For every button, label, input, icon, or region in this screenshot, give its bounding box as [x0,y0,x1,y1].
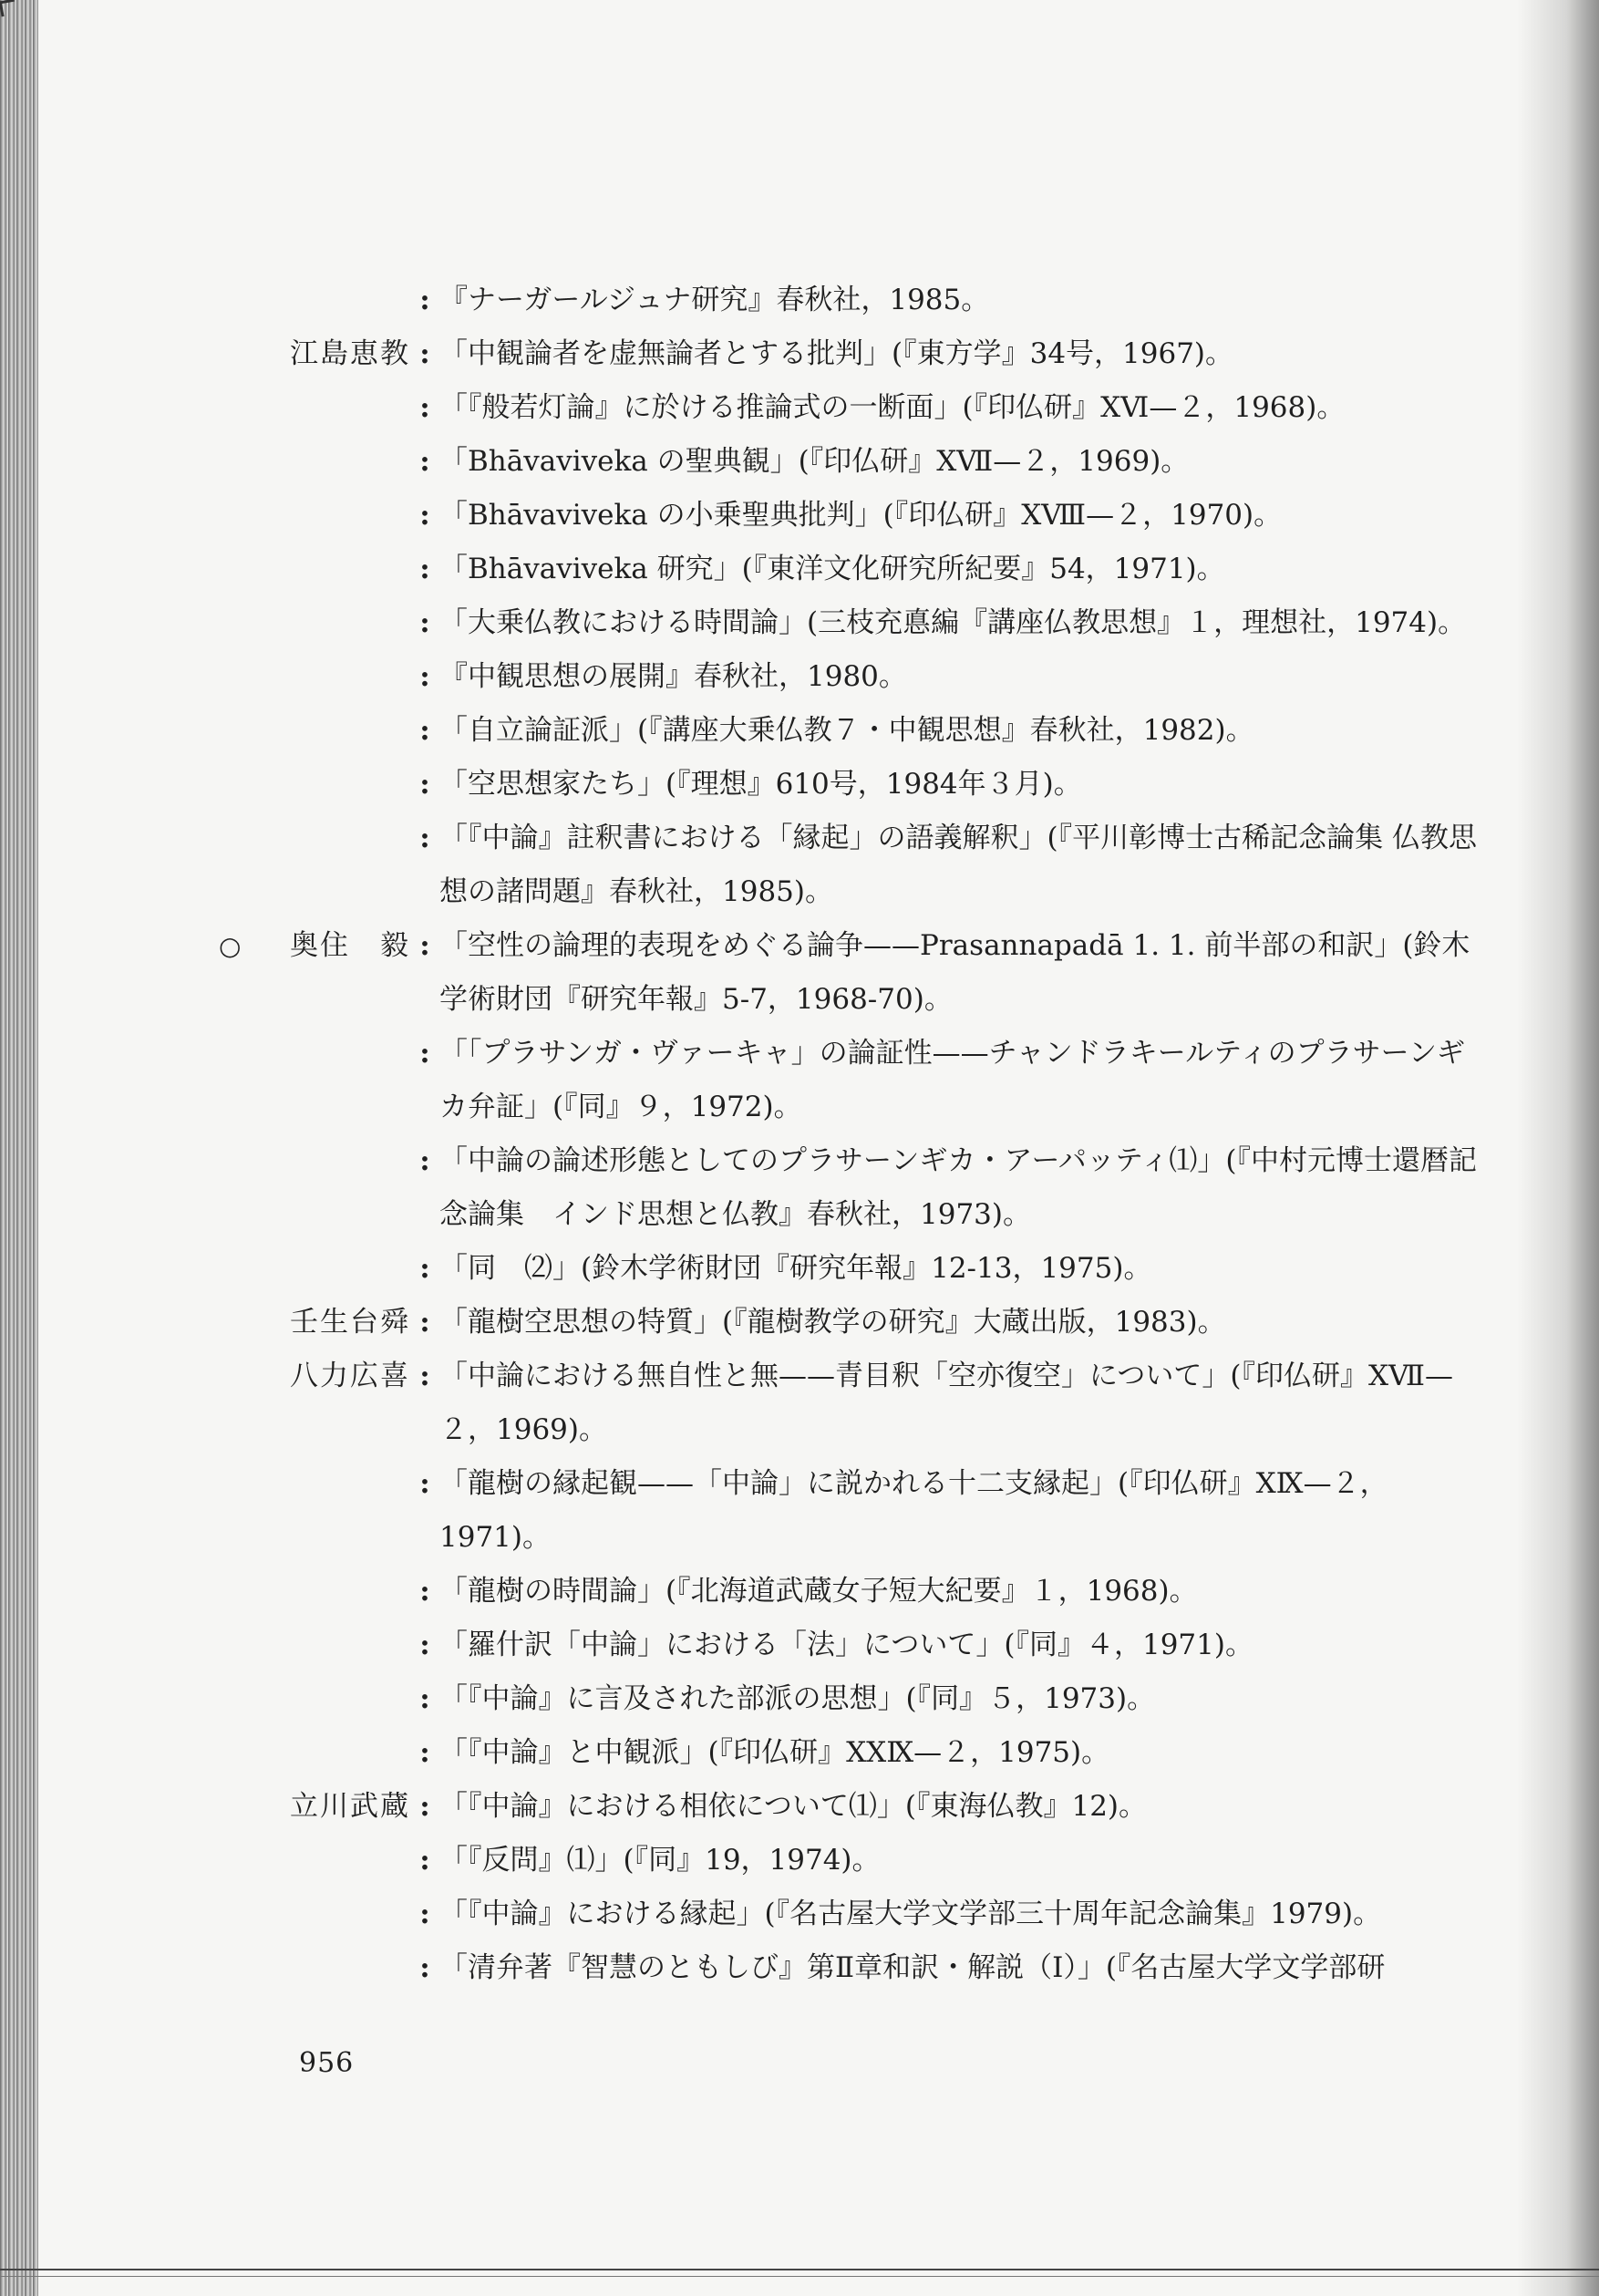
citation-text: 「中観論者を虚無論者とする批判」(『東方学』34号，1967)。 [439,337,1234,370]
entry-separator: : [419,1575,430,1608]
bibliography-entry [173,1887,1486,1941]
bibliography-entry [173,1726,1486,1780]
scan-bottom-rule [0,2269,1599,2277]
bibliography-entry [173,274,1486,327]
entry-separator: : [419,553,430,585]
entry-separator: : [419,1144,430,1177]
entry-separator: : [419,1252,430,1285]
entry-separator: : [419,391,430,424]
citation-text: 「空思想家たち」(『理想』610号，1984年３月)。 [439,768,1082,801]
author-name: 壬生台舜 [290,1306,410,1339]
citation-text: 「空性の論理的表現をめぐる論争——Prasannapadā 1. 1. 前半部の和訳」(鈴木学術財団『研究年報』5-7，1968-70)。 [439,929,1470,1016]
bibliography-entry [173,704,1486,758]
bibliography-entry [173,1565,1486,1619]
citation-text: 『ナーガールジュナ研究』春秋社，1985。 [439,284,990,316]
bibliography-entry [173,758,1486,812]
entry-separator: : [419,714,430,747]
bibliography-list [173,274,1486,1995]
citation-text: 「同 ⑵」(鈴木学術財団『研究年報』12-13，1975)。 [439,1252,1152,1285]
bibliography-entry [173,812,1486,919]
entry-separator: : [419,499,430,532]
citation-text: 「Bhāvaviveka 研究」(『東洋文化研究所紀要』54，1971)。 [439,553,1225,585]
citation-text: 「自立論証派」(『講座大乗仏教７・中観思想』春秋社，1982)。 [439,714,1254,747]
bibliography-entry [173,1134,1486,1242]
citation-text: 「大乗仏教における時間論」(三枝充悳編『講座仏教思想』１，理想社，1974)。 [439,606,1467,639]
citation-text: 「『中論』註釈書における「縁起」の語義解釈」(『平川彰博士古稀記念論集 仏教思想の諸問題』春秋社，1985)。 [439,822,1477,908]
bibliography-entry [173,1619,1486,1672]
author-name: 江島恵教 [290,337,410,370]
entry-separator: : [419,1736,430,1769]
bibliography-entry [173,1672,1486,1726]
entry-separator: : [419,929,430,962]
author-name: 立川武蔵 [290,1790,410,1823]
citation-text: 「『中論』における相依について⑴」(『東海仏教』12)。 [439,1790,1148,1823]
bibliography-entry [173,435,1486,489]
citation-text: 「中論における無自性と無——青目釈「空亦復空」について」(『印仏研』ⅩⅦ—２，1969)。 [439,1360,1454,1446]
bibliography-entry [173,1834,1486,1887]
citation-text: 「羅什訳「中論」における「法」について」(『同』４，1971)。 [439,1629,1253,1661]
citation-text: 「『中論』における縁起」(『名古屋大学文学部三十周年記念論集』1979)。 [439,1898,1382,1930]
bibliography-entry [173,327,1486,381]
entry-separator: : [419,445,430,478]
bibliography-entry [173,596,1486,650]
bibliography-entry [173,543,1486,596]
bibliography-entry [173,1296,1486,1350]
entry-separator: : [419,1790,430,1823]
bibliography-entry [173,1780,1486,1834]
author-name-text: 奥住 毅 [290,929,410,962]
citation-text: 「『般若灯論』に於ける推論式の一断面」(『印仏研』ⅩⅥ—２，1968)。 [439,391,1346,424]
scan-shadow-right [1517,0,1599,2296]
entry-separator: : [419,1629,430,1661]
bibliography-entry [173,1242,1486,1296]
citation-text: 「龍樹の時間論」(『北海道武蔵女子短大紀要』１，1968)。 [439,1575,1198,1608]
entry-separator: : [419,1951,430,1984]
scan-shadow-left [0,0,38,2296]
author-name: 八力広喜 [290,1360,410,1392]
citation-text: 「中論の論述形態としてのプラサーンギカ・アーパッティ⑴」(『中村元博士還暦記念論集 インド思想と仏教』春秋社，1973)。 [439,1144,1478,1231]
bibliography-entry [173,1457,1486,1565]
bibliography-entry [173,1941,1486,1995]
bibliography-entry [173,919,1486,1027]
citation-text: 「「プラサンガ・ヴァーキャ」の論証性——チャンドラキールティのプラサーンギカ弁証」(『同』９，1972)。 [439,1037,1465,1123]
entry-separator: : [419,660,430,693]
citation-text: 「龍樹の縁起観——「中論」に説かれる十二支縁起」(『印仏研』ⅩⅨ—２，1971)。 [439,1467,1388,1554]
bibliography-entry [173,1027,1486,1134]
citation-text: 『中観思想の展開』春秋社，1980。 [439,660,907,693]
bibliography-entry [173,1350,1486,1457]
entry-separator: : [419,1467,430,1500]
citation-text: 「Bhāvaviveka の聖典観」(『印仏研』ⅩⅦ—２，1969)。 [439,445,1190,478]
entry-separator: : [419,768,430,801]
entry-separator: : [419,1844,430,1877]
entry-separator: : [419,822,430,854]
entry-separator: : [419,1306,430,1339]
bibliography-entry [173,489,1486,543]
citation-text: 「清弁著『智慧のともしび』第Ⅱ章和訳・解説（Ⅰ）」(『名古屋大学文学部研 [439,1951,1386,1984]
entry-separator: : [419,337,430,370]
citation-text: 「龍樹空思想の特質」(『龍樹教学の研究』大蔵出版，1983)。 [439,1306,1226,1339]
author-name [173,919,410,973]
bibliography-entry [173,650,1486,704]
citation-text: 「『反問』⑴」(『同』19，1974)。 [439,1844,881,1877]
citation-text: 「『中論』に言及された部派の思想」(『同』５，1973)。 [439,1682,1156,1715]
entry-separator: : [419,1898,430,1930]
page-number: 956 [299,2047,355,2079]
entry-separator: : [419,1682,430,1715]
entry-separator: : [419,284,430,316]
entry-separator: : [419,606,430,639]
entry-separator: : [419,1360,430,1392]
citation-text: 「『中論』と中観派」(『印仏研』ⅩⅩⅨ—２，1975)。 [439,1736,1110,1769]
bibliography-entry [173,381,1486,435]
handwritten-circle-mark: ○ [219,931,243,961]
corner-mark [0,0,16,16]
citation-text: 「Bhāvaviveka の小乗聖典批判」(『印仏研』ⅩⅧ—２，1970)。 [439,499,1283,532]
entry-separator: : [419,1037,430,1070]
